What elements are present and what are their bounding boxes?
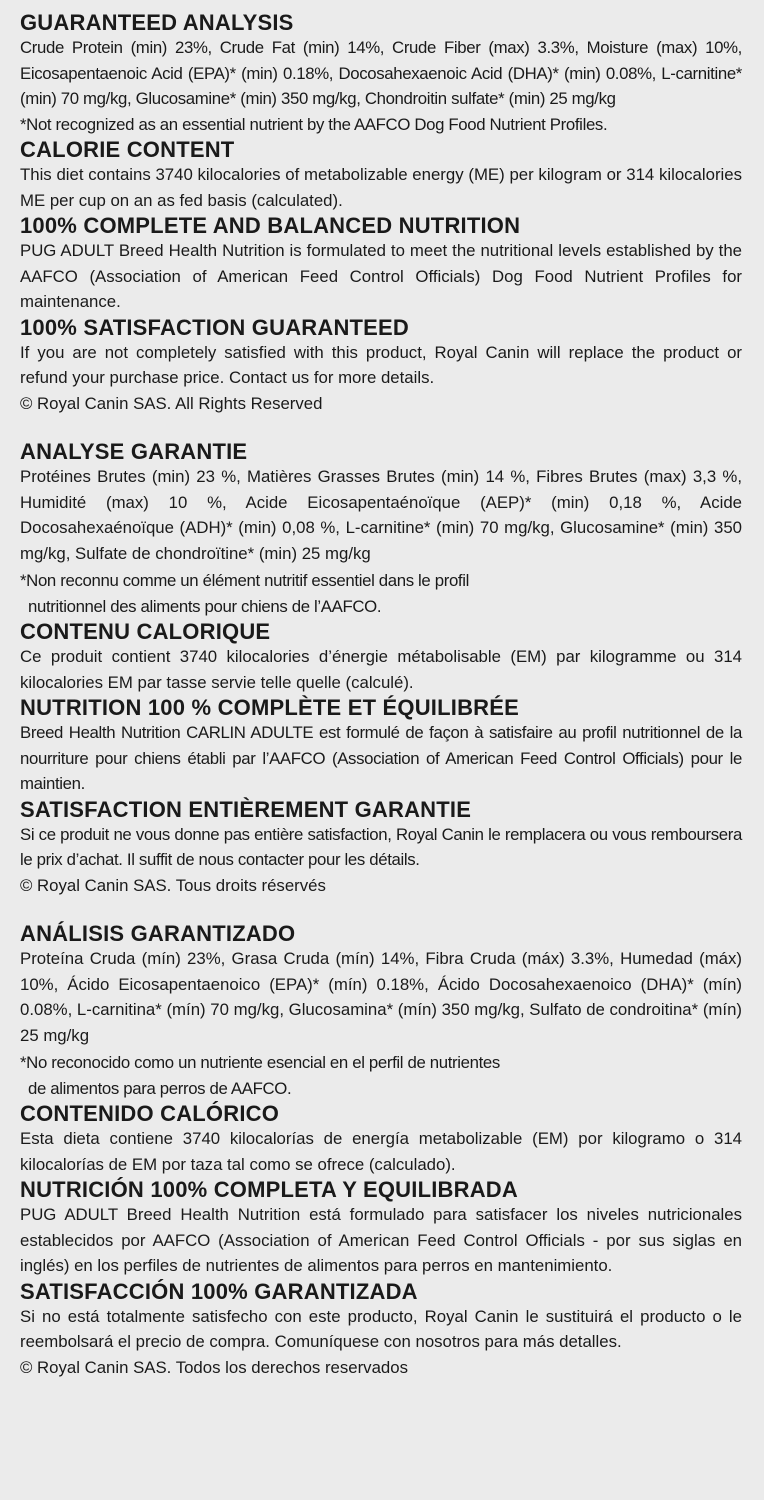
label-document xyxy=(20,10,742,1380)
french-section xyxy=(20,439,742,898)
satisfaction-heading: SATISFACCIÓN 100% GARANTIZADA xyxy=(20,1278,418,1304)
aafco-footnote xyxy=(20,568,742,619)
satisfaction-text: Si ce produit ne vous donne pas entière satisfaction, Royal Canin le remplacera ou vous remboursera le prix d’achat. Il suffit de nous contacter pour les détails. xyxy=(20,824,742,869)
calorie-content-heading: CALORIE CONTENT xyxy=(20,137,235,162)
guaranteed-analysis-text: Proteína Cruda (mín) 23%, Grasa Cruda (mín) 14%, Fibra Cruda (máx) 3.3%, Humedad (máx) 10%, Ácido Eicosapentaenoico (EPA)* (mín) 0.18%, Ácido Docosahexaenoico (DHA)* (mín) 0.08%, L-carnitina* (mín) 70 mg/kg, Glucosamina* (mín) 350 mg/kg, Sulfato de condroitina* (mín) 25 mg/kg xyxy=(20,949,742,1045)
satisfaction-text: Si no está totalmente satisfecho con este producto, Royal Canin le sustituirá el producto o le reembolsará el precio de compra. Comuníquese con nosotros para más detalles. xyxy=(20,1306,742,1351)
spanish-section xyxy=(20,921,742,1380)
complete-nutrition-text: Breed Health Nutrition CARLIN ADULTE est formulé de façon à satisfaire au profil nutritionnel de la nourriture pour chiens établi par l’AAFCO (Association of American Feed Control Officials) pour le maintien. xyxy=(20,723,742,793)
aafco-footnote xyxy=(20,1050,742,1101)
calorie-content-text: This diet contains 3740 kilocalories of metabolizable energy (ME) per kilogram or 314 kilocalories ME per cup on an as fed basis (calculated). xyxy=(20,165,742,210)
footnote-line: *Non reconnu comme un élément nutritif essentiel dans le profil xyxy=(20,571,470,590)
complete-nutrition-text: PUG ADULT Breed Health Nutrition is formulated to meet the nutritional levels established by the AAFCO (Association of American Feed Control Officials) Dog Food Nutrient Profiles for maintenance. xyxy=(20,241,742,311)
english-section xyxy=(20,10,742,416)
footnote-line: nutritionnel des aliments pour chiens de l’AAFCO. xyxy=(28,596,382,616)
footnote-line: de alimentos para perros de AAFCO. xyxy=(28,1078,292,1098)
calorie-content-heading: CONTENU CALORIQUE xyxy=(20,619,271,644)
copyright-notice: © Royal Canin SAS. Todos los derechos reservados xyxy=(20,1357,408,1377)
complete-nutrition-heading: NUTRITION 100 % COMPLÈTE ET ÉQUILIBRÉE xyxy=(20,695,519,720)
complete-nutrition-heading: 100% COMPLETE AND BALANCED NUTRITION xyxy=(20,213,521,238)
satisfaction-heading: 100% SATISFACTION GUARANTEED xyxy=(20,314,410,340)
copyright-notice: © Royal Canin SAS. Tous droits réservés xyxy=(20,875,326,895)
satisfaction-heading: SATISFACTION ENTIÈREMENT GARANTIE xyxy=(20,796,472,822)
guaranteed-analysis-text: Crude Protein (min) 23%, Crude Fat (min) 14%, Crude Fiber (max) 3.3%, Moisture (max) 10%, Eicosapentaenoic Acid (EPA)* (min) 0.18%, Docosahexaenoic Acid (DHA)* (min) 0.08%, L-carnitine* (min) 70 mg/kg, Glucosamine* (min) 350 mg/kg, Chondroitin sulfate* (min) 25 mg/kg xyxy=(20,38,742,108)
footnote-line: *No reconocido como un nutriente esencial en el perfil de nutrientes xyxy=(20,1053,500,1072)
satisfaction-text: If you are not completely satisfied with this product, Royal Canin will replace the product or refund your purchase price. Contact us for more details. xyxy=(20,342,742,387)
guaranteed-analysis-text: Protéines Brutes (min) 23 %, Matières Grasses Brutes (min) 14 %, Fibres Brutes (max) 3,3 %, Humidité (max) 10 %, Acide Eicosapentaénoïque (AEP)* (min) 0,18 %, Acide Docosahexaénoïque (ADH)* (min) 0,08 %, L-carnitine* (min) 70 mg/kg, Glucosamine* (min) 350 mg/kg, Sulfate de chondroïtine* (min) 25 mg/kg xyxy=(20,467,742,563)
guaranteed-analysis-heading: ANALYSE GARANTIE xyxy=(20,439,248,464)
copyright-notice: © Royal Canin SAS. All Rights Reserved xyxy=(20,393,323,413)
complete-nutrition-text: PUG ADULT Breed Health Nutrition está formulado para satisfacer los niveles nutricionales establecidos por AAFCO (Association of American Feed Control Officials - por sus siglas en inglés) en los perfiles de nutrientes de alimentos para perros en mantenimiento. xyxy=(20,1205,742,1275)
calorie-content-text: Esta dieta contiene 3740 kilocalorías de energía metabolizable (EM) por kilogramo o 314 kilocalorías de EM por taza tal como se ofrece (calculado). xyxy=(20,1129,742,1174)
guaranteed-analysis-heading: ANÁLISIS GARANTIZADO xyxy=(20,921,296,946)
complete-nutrition-heading: NUTRICIÓN 100% COMPLETA Y EQUILIBRADA xyxy=(20,1177,518,1202)
calorie-content-heading: CONTENIDO CALÓRICO xyxy=(20,1101,280,1126)
guaranteed-analysis-heading: GUARANTEED ANALYSIS xyxy=(20,10,294,35)
calorie-content-text: Ce produit contient 3740 kilocalories d’énergie métabolisable (EM) par kilogramme ou 314 kilocalories EM par tasse servie telle quelle (calculé). xyxy=(20,647,742,692)
aafco-footnote: *Not recognized as an essential nutrient by the AAFCO Dog Food Nutrient Profiles. xyxy=(20,114,608,134)
